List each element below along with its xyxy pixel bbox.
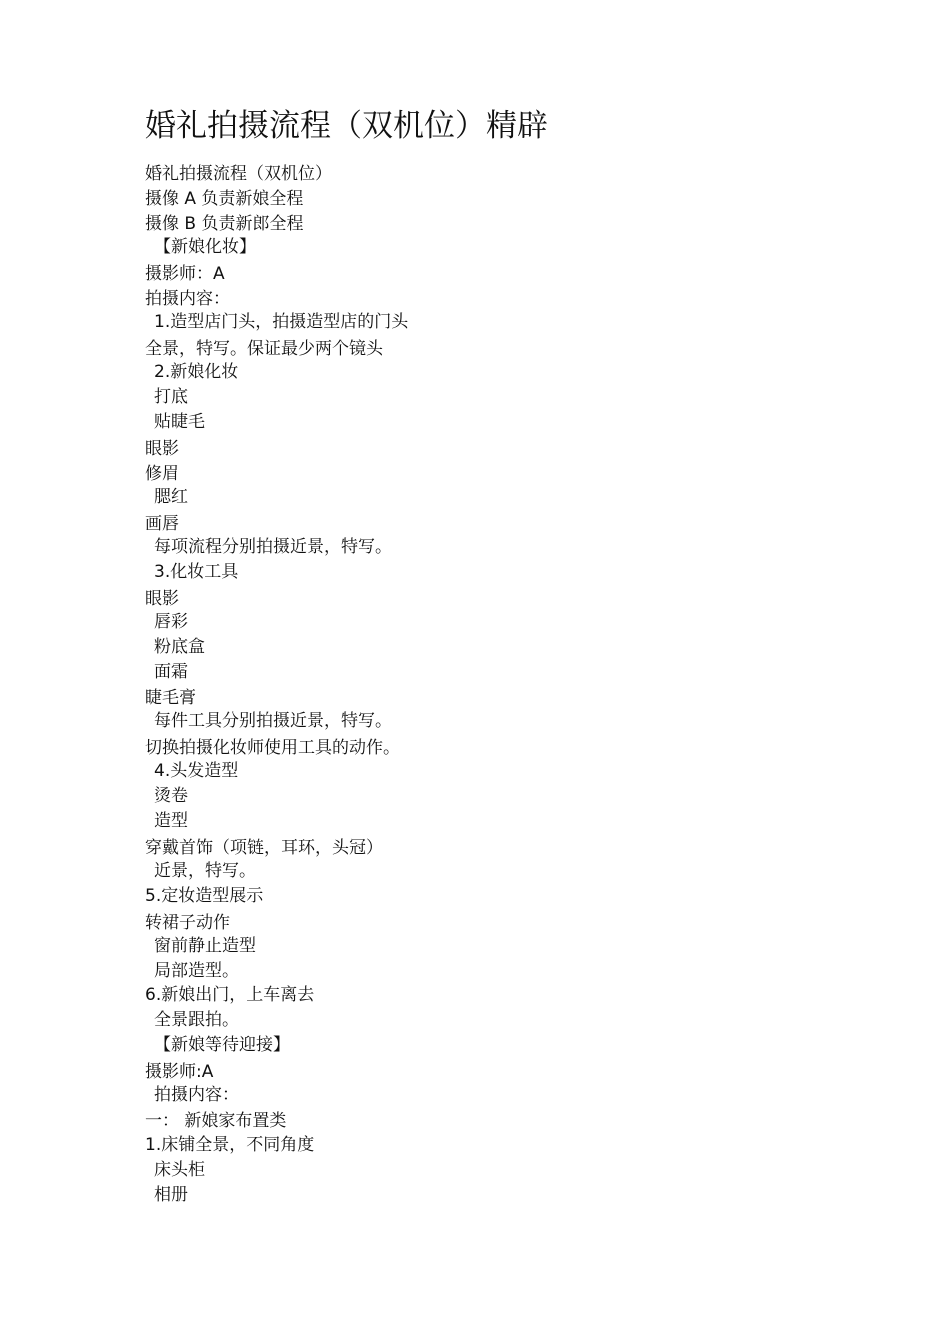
document-title: 婚礼拍摄流程（双机位）精辟 [145,108,548,144]
text-line: 打底 [154,387,188,407]
text-line: 局部造型。 [154,961,239,981]
text-line: 摄像 A 负责新娘全程 [145,189,304,209]
text-line: 3.化妆工具 [154,562,239,582]
text-line: 相册 [154,1185,188,1205]
text-line: 5.定妆造型展示 [145,886,264,906]
text-line: 6.新娘出门，上车离去 [145,985,315,1005]
text-line: 近景，特写。 [154,861,256,881]
text-line: 面霜 [154,662,188,682]
text-line: 修眉 [145,464,179,484]
text-line: 床头柜 [154,1160,205,1180]
text-line: 摄影师：A [145,264,225,284]
text-line: 全景跟拍。 [154,1010,239,1030]
text-line: 婚礼拍摄流程（双机位） [145,164,332,184]
text-line: 贴睫毛 [154,412,205,432]
text-line: 拍摄内容： [154,1085,239,1105]
text-line: 每件工具分别拍摄近景，特写。 [154,711,392,731]
text-line: 穿戴首饰（项链，耳环，头冠） [145,838,383,858]
text-line: 睫毛膏 [145,688,196,708]
text-line: 粉底盒 [154,637,205,657]
text-line: 转裙子动作 [145,913,230,933]
text-line: 拍摄内容： [145,289,230,309]
text-line: 1.造型店门头，拍摄造型店的门头 [154,312,409,332]
text-line: 眼影 [145,439,179,459]
text-line: 1.床铺全景，不同角度 [145,1135,315,1155]
text-line: 烫卷 [154,786,188,806]
text-line: 窗前静止造型 [154,936,256,956]
text-line: 腮红 [154,487,188,507]
text-line: 切换拍摄化妆师使用工具的动作。 [145,738,400,758]
text-line: 全景，特写。保证最少两个镜头 [145,339,383,359]
text-line: 唇彩 [154,612,188,632]
text-line: 造型 [154,811,188,831]
text-line: 每项流程分别拍摄近景，特写。 [154,537,392,557]
text-line: 2.新娘化妆 [154,362,239,382]
section-heading: 【新娘化妆】 [154,237,256,257]
text-line: 摄影师:A [145,1062,214,1082]
text-line: 摄像 B 负责新郎全程 [145,214,304,234]
text-line: 眼影 [145,589,179,609]
section-heading: 【新娘等待迎接】 [154,1035,290,1055]
text-line: 画唇 [145,514,179,534]
text-line: 一： 新娘家布置类 [145,1111,287,1131]
text-line: 4.头发造型 [154,761,239,781]
